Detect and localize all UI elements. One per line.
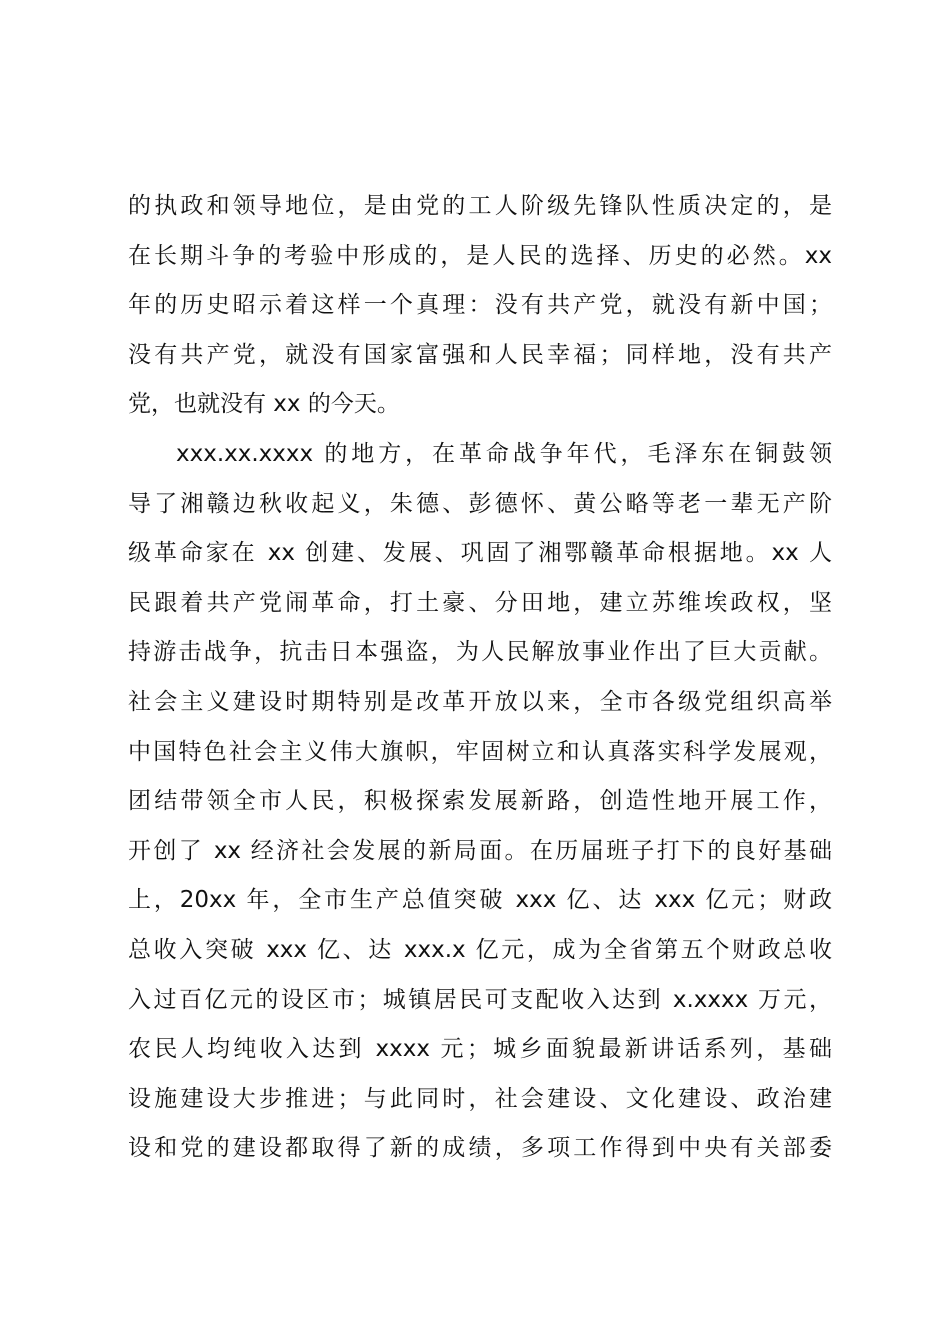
text-line: 持游击战争，抗击日本强盗，为人民解放事业作出了巨大贡献。 [128, 639, 832, 666]
body-text [128, 182, 832, 1174]
text-line: 上，20xx 年，全市生产总值突破 xxx 亿、达 xxx 亿元；财政 [128, 887, 832, 914]
text-line: 社会主义建设时期特别是改革开放以来，全市各级党组织高举 [128, 688, 832, 715]
text-line: 中国特色社会主义伟大旗帜，牢固树立和认真落实科学发展观， [128, 738, 832, 765]
text-line: 团结带领全市人民，积极探索发展新路，创造性地开展工作， [128, 788, 832, 815]
text-line: xxx.xx.xxxx 的地方，在革命战争年代，毛泽东在铜鼓领 [176, 440, 832, 467]
text-line: 民跟着共产党闹革命，打土豪、分田地，建立苏维埃政权，坚 [128, 589, 832, 616]
text-line: 入过百亿元的设区市；城镇居民可支配收入达到 x.xxxx 万元， [128, 986, 832, 1013]
paragraph-2 [128, 430, 832, 1174]
text-line: 在长期斗争的考验中形成的，是人民的选择、历史的必然。xx [128, 242, 832, 269]
text-line: 党，也就没有 xx 的今天。 [128, 391, 400, 418]
text-line: 总收入突破 xxx 亿、达 xxx.x 亿元，成为全省第五个财政总收 [128, 936, 832, 963]
text-line: 设和党的建设都取得了新的成绩，多项工作得到中央有关部委 [128, 1135, 832, 1162]
text-line: 导了湘赣边秋收起义，朱德、彭德怀、黄公略等老一辈无产阶 [128, 490, 832, 517]
text-line: 开创了 xx 经济社会发展的新局面。在历届班子打下的良好基础 [128, 837, 832, 864]
text-line: 农民人均纯收入达到 xxxx 元；城乡面貌最新讲话系列，基础 [128, 1036, 832, 1063]
text-line: 设施建设大步推进；与此同时，社会建设、文化建设、政治建 [128, 1085, 832, 1112]
text-line: 级革命家在 xx 创建、发展、巩固了湘鄂赣革命根据地。xx 人 [128, 540, 832, 567]
text-line: 年的历史昭示着这样一个真理：没有共产党，就没有新中国； [128, 292, 832, 319]
paragraph-1 [128, 182, 832, 430]
text-line: 没有共产党，就没有国家富强和人民幸福；同样地，没有共产 [128, 341, 832, 368]
text-line: 的执政和领导地位，是由党的工人阶级先锋队性质决定的，是 [128, 193, 832, 219]
